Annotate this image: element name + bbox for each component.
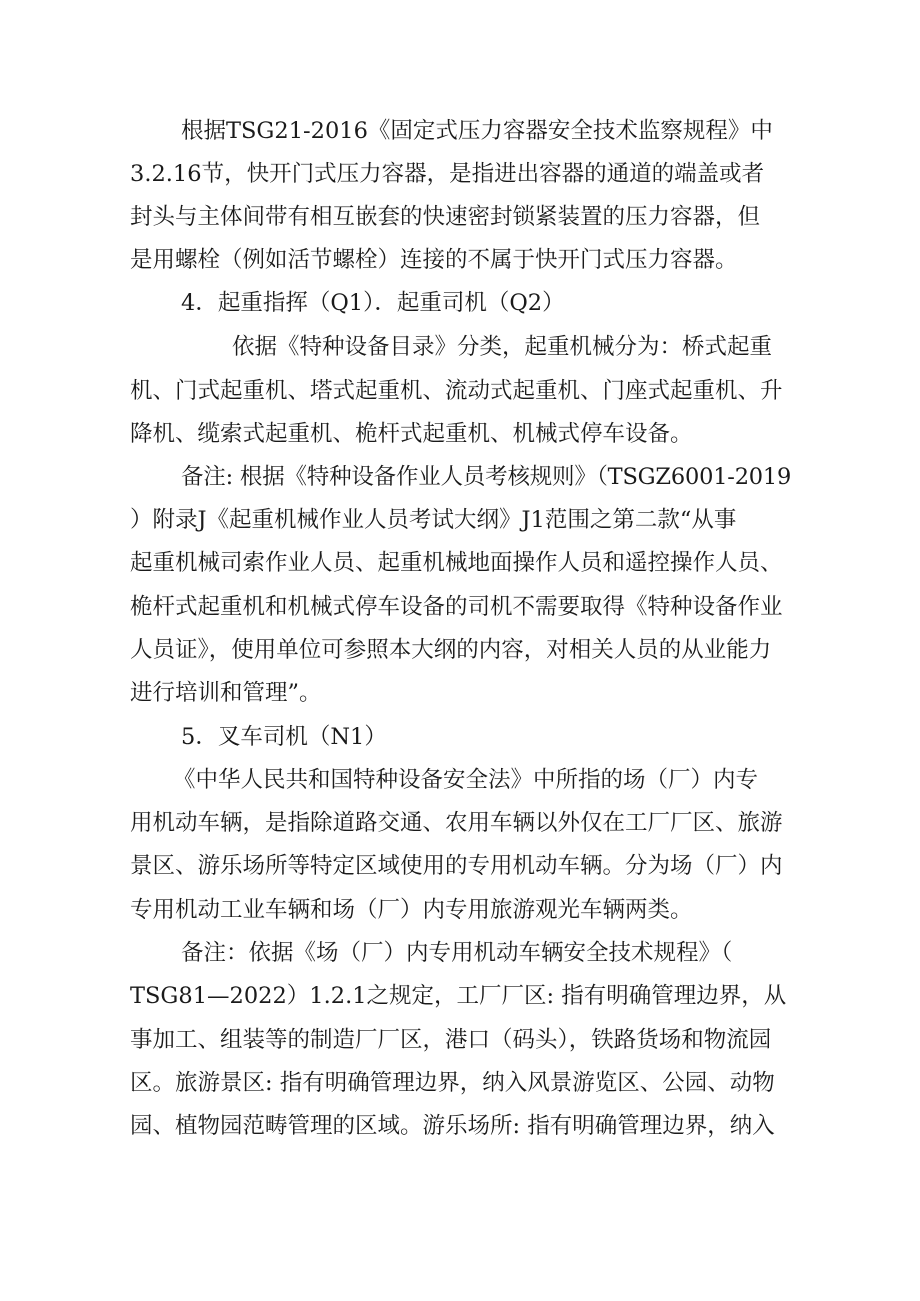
- section-heading: 5．叉车司机（N1）: [181, 724, 387, 750]
- text-line: TSG81—2022）1.2.1之规定，工厂厂区: 指有明确管理边界，从: [130, 983, 787, 1009]
- text-line: 进行培训和管理”。: [130, 680, 322, 706]
- text-line: 桅杆式起重机和机械式停车设备的司机不需要取得《特种设备作业: [130, 594, 783, 620]
- text-line: 3.2.16节，快开门式压力容器，是指进出容器的通道的端盖或者: [130, 161, 765, 187]
- text-line: 依据《特种设备目录》分类，起重机械分为：桥式起重: [232, 334, 773, 360]
- text-line: 园、植物园范畴管理的区域。游乐场所: 指有明确管理边界，纳入: [130, 1113, 775, 1139]
- text-line: 人员证》，使用单位可参照本大纲的内容，对相关人员的从业能力: [130, 637, 772, 663]
- text-line: 用机动车辆，是指除道路交通、农用车辆以外仅在工厂厂区、旅游: [130, 810, 783, 836]
- text-line: 景区、游乐场所等特定区域使用的专用机动车辆。分为场（厂）内: [130, 853, 783, 879]
- text-line: ）附录J《起重机械作业人员考试大纲》J1范围之第二款“从事: [130, 507, 737, 533]
- text-line: 区。旅游景区: 指有明确管理边界，纳入风景游览区、公园、动物: [130, 1070, 775, 1096]
- section-heading: 4．起重指挥（Q1）．起重司机（Q2）: [181, 290, 565, 316]
- text-line: 是用螺栓（例如活节螺栓）连接的不属于快开门式压力容器。: [130, 247, 738, 273]
- text-line: 备注: 根据《特种设备作业人员考核规则》（TSGZ6001-2019: [181, 464, 792, 490]
- text-line: 封头与主体间带有相互嵌套的快速密封锁紧装置的压力容器，但: [130, 204, 761, 230]
- text-line: 备注：依据《场（厂）内专用机动车辆安全技术规程》（: [181, 940, 733, 966]
- text-line: 根据TSG21-2016《固定式压力容器安全技术监察规程》中: [181, 118, 773, 144]
- text-line: 《中华人民共和国特种设备安全法》中所指的场（厂）内专: [173, 767, 759, 793]
- text-line: 事加工、组装等的制造厂厂区，港口（码头），铁路货场和物流园: [130, 1027, 772, 1053]
- text-line: 起重机械司索作业人员、起重机械地面操作人员和遥控操作人员、: [130, 550, 783, 576]
- text-line: 专用机动工业车辆和场（厂）内专用旅游观光车辆两类。: [130, 897, 693, 923]
- text-line: 降机、缆索式起重机、桅杆式起重机、机械式停车设备。: [130, 421, 693, 447]
- text-line: 机、门式起重机、塔式起重机、流动式起重机、门座式起重机、升: [130, 378, 783, 404]
